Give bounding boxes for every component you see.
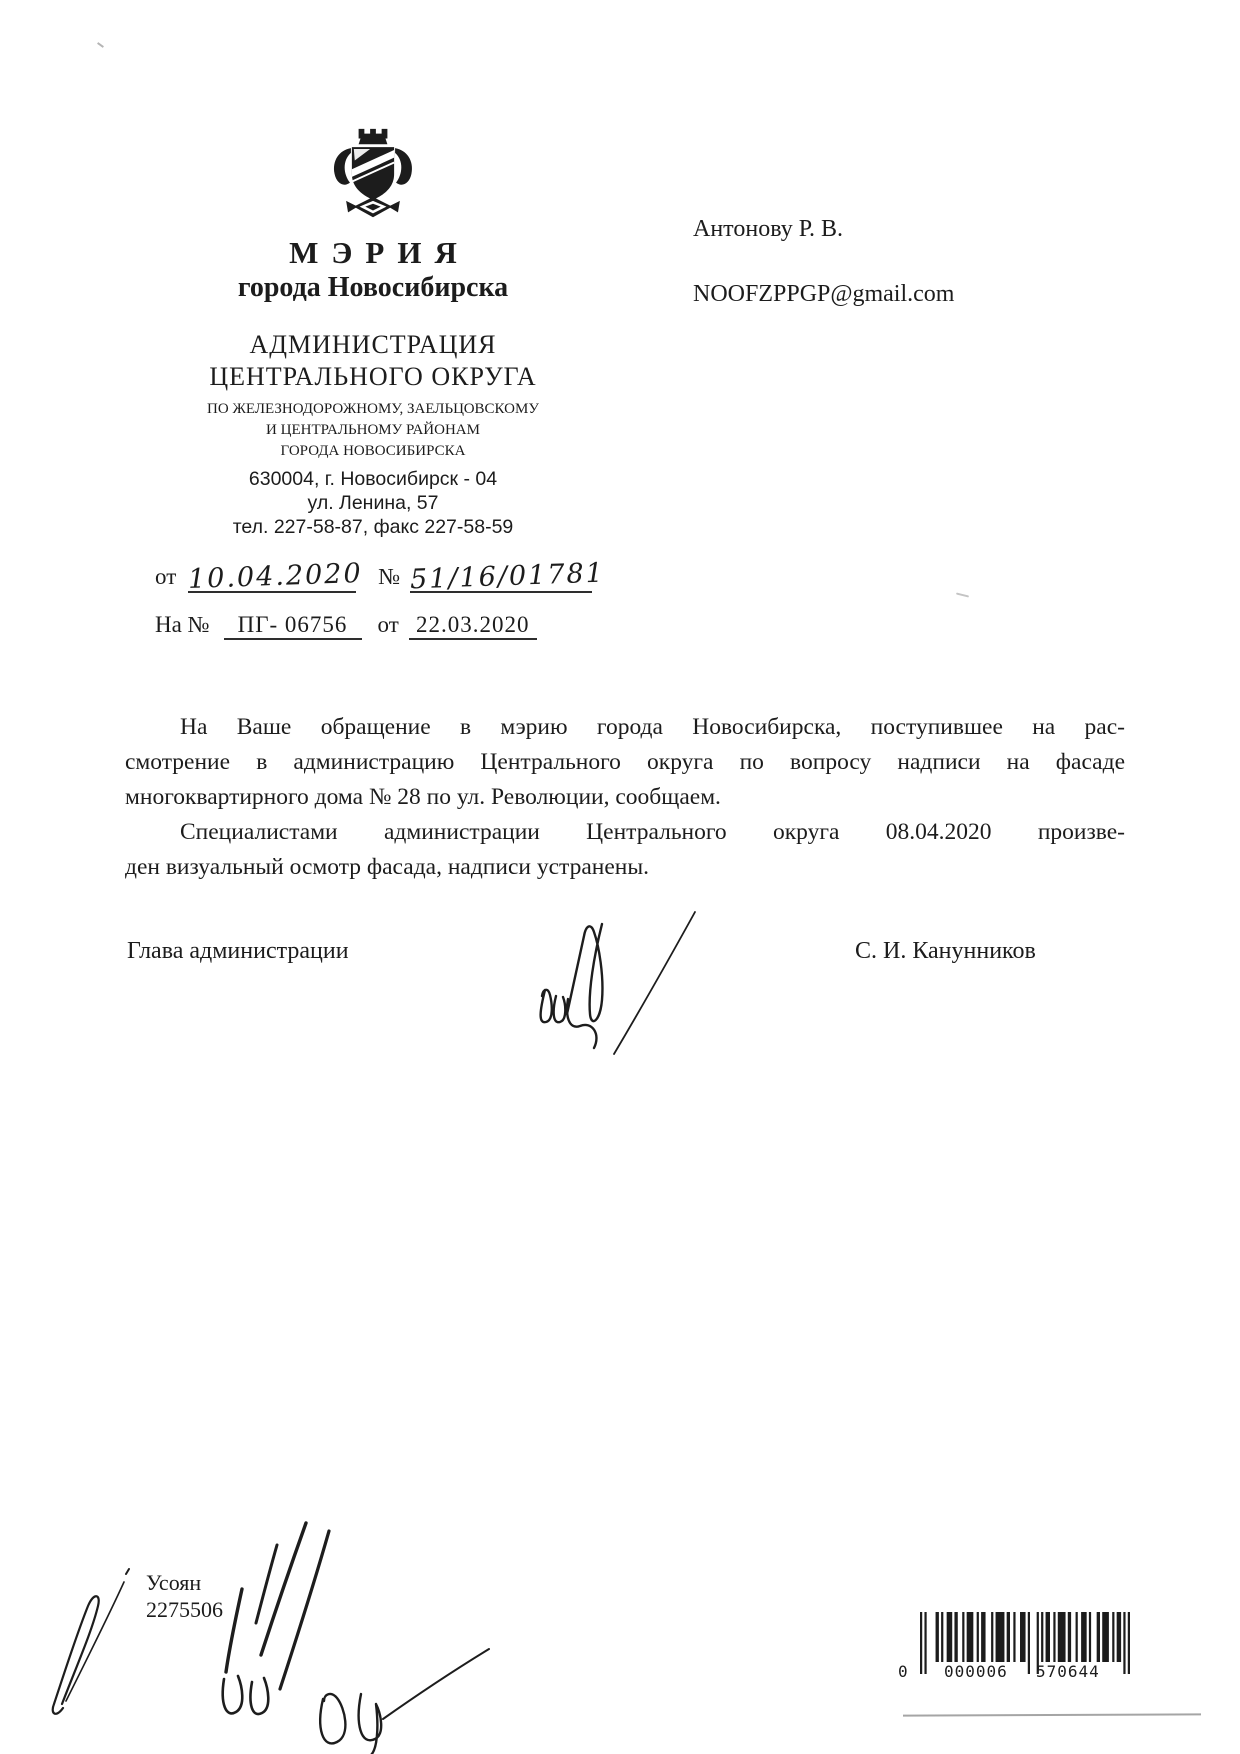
scan-speck xyxy=(956,592,969,597)
address-block xyxy=(140,467,606,539)
outgoing-reference-row xyxy=(155,557,606,596)
outgoing-date-label: от xyxy=(155,564,177,589)
body-line: ден визуальный осмотр фасада, надписи устранены. xyxy=(125,854,649,880)
postal-address: 630004, г. Новосибирск - 04 xyxy=(248,468,498,490)
incoming-date-value: 22.03.2020 xyxy=(416,612,530,637)
street-address: ул. Ленина, 57 xyxy=(307,492,439,514)
barcode-group1: 000006 xyxy=(944,1662,1008,1681)
executor-phone: 2275506 xyxy=(146,1597,223,1622)
executor-name: Усоян xyxy=(146,1570,202,1595)
recipient-name: Антонову Р. В. xyxy=(693,216,844,242)
outgoing-number-label: № xyxy=(378,564,401,589)
scan-speck xyxy=(97,42,104,48)
body-line: На Ваше обращение в мэрию города Новосибирска, поступившее на рас- xyxy=(180,714,1125,740)
incoming-number-value: ПГ- 06756 xyxy=(237,612,348,637)
outgoing-date-field xyxy=(187,557,364,596)
outgoing-number-field xyxy=(409,557,606,596)
outgoing-date-value: 10.04.2020 xyxy=(187,557,364,596)
body-line: смотрение в администрацию Центрального округа по вопросу надписи на фасаде xyxy=(125,749,1125,775)
signer-name: С. И. Канунников xyxy=(855,938,1036,964)
barcode-lead-digit: 0 xyxy=(898,1662,909,1681)
phone-fax-line: тел. 227-58-87, факс 227-58-59 xyxy=(232,516,514,538)
incoming-number-label: На № xyxy=(155,612,210,637)
department-line1: АДМИНИСТРАЦИЯ xyxy=(249,330,497,359)
districts-block xyxy=(140,399,606,462)
districts-line3: ГОРОДА НОВОСИБИРСКА xyxy=(280,443,466,459)
recipient-email: NOOFZPPGP@gmail.com xyxy=(693,281,955,307)
org-name-line1: МЭРИЯ xyxy=(289,235,470,270)
incoming-date-field xyxy=(409,612,537,640)
scan-artifact-line xyxy=(903,1713,1201,1716)
barcode-group2: 570644 xyxy=(1036,1662,1100,1681)
incoming-date-label: от xyxy=(377,612,399,637)
signer-position-title: Глава администрации xyxy=(127,938,349,964)
handwritten-signature-icon xyxy=(498,898,713,1058)
document-barcode xyxy=(898,1612,1140,1696)
body-line: Специалистами администрации Центрального округа 08.04.2020 произве- xyxy=(180,819,1125,845)
districts-line2: И ЦЕНТРАЛЬНОМУ РАЙОНАМ xyxy=(266,422,480,438)
incoming-number-field xyxy=(224,612,362,640)
letter-body xyxy=(125,710,1125,885)
outgoing-number-value: 51/16/01781 xyxy=(409,557,606,596)
handwritten-initials-icon xyxy=(25,1505,505,1754)
novosibirsk-coat-of-arms-icon xyxy=(325,122,421,226)
department-line2: ЦЕНТРАЛЬНОГО ОКРУГА xyxy=(209,362,537,391)
letterhead xyxy=(140,122,606,539)
org-name-line2: города Новосибирска xyxy=(237,272,509,303)
districts-line1: ПО ЖЕЛЕЗНОДОРОЖНОМУ, ЗАЕЛЬЦОВСКОМУ xyxy=(207,401,539,417)
body-line: многоквартирного дома № 28 по ул. Революции, сообщаем. xyxy=(125,784,721,810)
incoming-reference-row xyxy=(155,612,537,640)
